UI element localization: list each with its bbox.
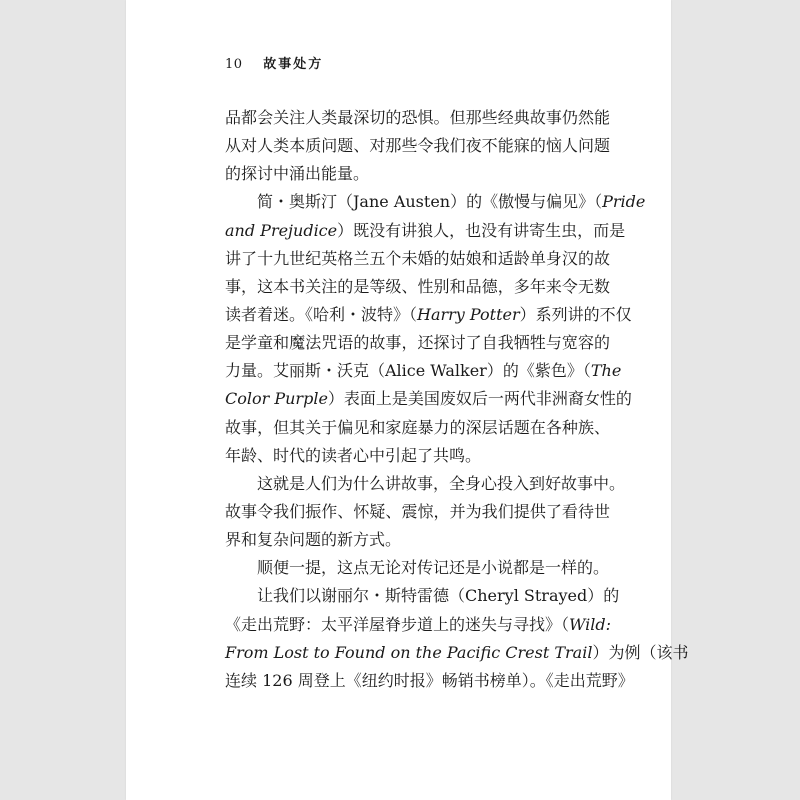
text-line: 年龄、时代的读者心中引起了共鸣。 bbox=[225, 445, 482, 465]
text-line: 读者着迷。《哈利・波特》（Harry Potter）系列讲的不仅 bbox=[225, 304, 632, 324]
running-head bbox=[225, 53, 323, 72]
text-line: Color Purple）表面上是美国废奴后一两代非洲裔女性的 bbox=[225, 389, 632, 409]
body-text bbox=[225, 104, 689, 695]
text-line: 讲了十九世纪英格兰五个未婚的姑娘和适龄单身汉的故 bbox=[225, 248, 610, 268]
text-line: 界和复杂问题的新方式。 bbox=[225, 530, 402, 550]
text-line: 力量。艾丽斯・沃克（Alice Walker）的《紫色》（The bbox=[225, 361, 622, 381]
text-line: 顺便一提，这点无论对传记还是小说都是一样的。 bbox=[257, 558, 610, 578]
book-page bbox=[126, 0, 689, 800]
text-line: 事，这本书关注的是等级、性别和品德，多年来令无数 bbox=[225, 276, 610, 296]
text-line: 这就是人们为什么讲故事，全身心投入到好故事中。 bbox=[257, 473, 626, 493]
text-line: 故事令我们振作、怀疑、震惊，并为我们提供了看待世 bbox=[225, 501, 610, 521]
text-line: 让我们以谢丽尔・斯特雷德（Cheryl Strayed）的 bbox=[257, 586, 620, 606]
text-line: From Lost to Found on the Pacific Crest Trail）为例（该书 bbox=[225, 642, 689, 662]
text-line: 连续 126 周登上《纽约时报》畅销书榜单）。《走出荒野》 bbox=[225, 670, 634, 690]
text-line: 的探讨中涌出能量。 bbox=[225, 164, 370, 184]
text-line: 是学童和魔法咒语的故事，还探讨了自我牺牲与宽容的 bbox=[225, 333, 610, 353]
text-line: 品都会关注人类最深切的恐惧。但那些经典故事仍然能 bbox=[225, 108, 610, 127]
text-line: 故事，但其关于偏见和家庭暴力的深层话题在各种族、 bbox=[225, 417, 610, 437]
text-line: 《走出荒野：太平洋屋脊步道上的迷失与寻找》（Wild: bbox=[225, 614, 612, 634]
text-line: and Prejudice）既没有讲狼人，也没有讲寄生虫，而是 bbox=[225, 220, 626, 240]
book-title: 故事处方 bbox=[263, 57, 324, 72]
text-line: 简・奥斯汀（Jane Austen）的《傲慢与偏见》（Pride bbox=[257, 192, 646, 212]
page-number: 10 bbox=[225, 57, 243, 72]
text-line: 从对人类本质问题、对那些令我们夜不能寐的恼人问题 bbox=[225, 136, 610, 156]
